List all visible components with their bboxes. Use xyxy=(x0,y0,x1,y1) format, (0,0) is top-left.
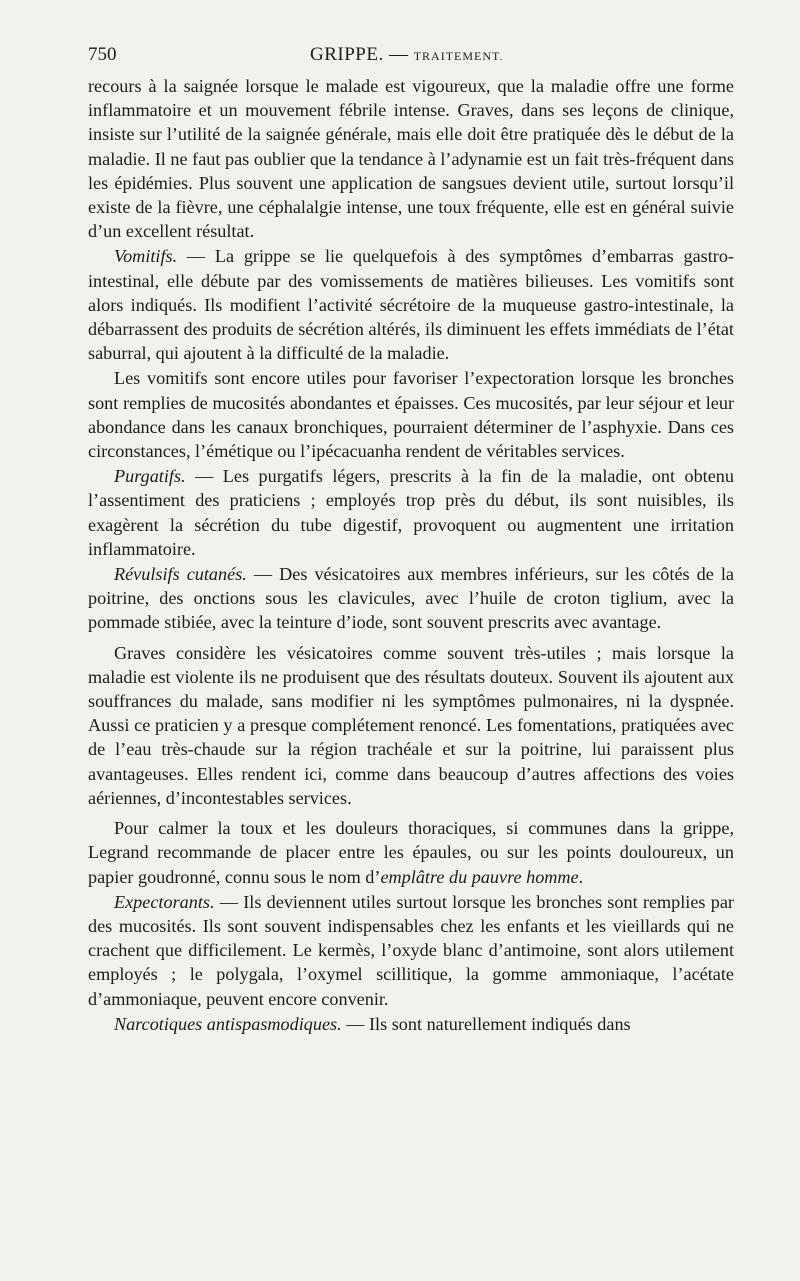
book-page xyxy=(88,40,734,1036)
paragraph-narcotiques xyxy=(88,1012,734,1036)
paragraph-vomitifs-expectoration xyxy=(88,366,734,463)
paragraph-text: Graves considère les vésicatoires comme souvent très-utiles ; mais lorsque la maladie est violente ils ne produisent que des résultats douteux. Souvent ils ajoutent aux souffrances du malade, sans modifier ni les symptômes pulmonaires, ni la dyspnée. Aussi ce praticien y a presque complétement renoncé. Les fomentations, pratiquées avec de l’eau très-chaude sur la région trachéale et sur la poitrine, lui paraissent plus avantageuses. Elles rendent ici, comme dans beaucoup d’autres affections des voies aériennes, d’incontestables services. xyxy=(88,642,734,808)
paragraph-text: — Des vésicatoires aux membres inférieurs, sur les côtés de la poitrine, des onctions sous les clavicules, avec l’huile de croton tiglium, avec la pommade stibiée, avec la teinture d’iode, sont souvent prescrits avec avantage. xyxy=(88,564,734,633)
paragraph-text: — Ils sont naturellement indiqués dans xyxy=(341,1013,631,1034)
section-heading-narcotiques: Narcotiques antispasmodiques. xyxy=(114,1013,342,1034)
page-body xyxy=(88,74,734,1036)
paragraph-text: — Les purgatifs légers, prescrits à la fin de la maladie, ont obtenu l’assentiment des praticiens ; employés trop près du début, ils sont nuisibles, ils exagèrent la sécrétion du tube digestif, provoquent ou augmentent une irritation inflammatoire. xyxy=(88,466,734,559)
paragraph-revulsifs xyxy=(88,562,734,635)
section-heading-purgatifs: Purgatifs. xyxy=(114,466,186,487)
paragraph-bloodletting xyxy=(88,74,734,243)
paragraph-legrand xyxy=(88,816,734,889)
paragraph-text: — La grippe se lie quelquefois à des symptômes d’embarras gastro-intestinal, elle débute par des vomissements de matières bilieuses. Les vomitifs sont alors indiqués. Ils modifient l’activité sécrétoire de la muqueuse gastro-intestinale, la débarrassent des produits de sécrétion altérés, ils diminuent les effets immédiats de l’état saburral, qui ajoutent à la difficulté de la maladie. xyxy=(88,246,734,364)
page-number: 750 xyxy=(88,44,117,65)
paragraph-vomitifs xyxy=(88,244,734,365)
emplatre-term: emplâtre du pauvre homme xyxy=(380,866,579,887)
running-title xyxy=(310,44,503,66)
section-heading-revulsifs: Révulsifs cutanés. xyxy=(114,564,247,585)
running-title-main: GRIPPE. — xyxy=(310,44,409,65)
section-heading-expectorants: Expectorants. xyxy=(114,891,215,912)
paragraph-graves-vesicatoires xyxy=(88,641,734,810)
paragraph-text: recours à la saignée lorsque le malade est vigoureux, que la maladie offre une forme inflammatoire et un mouvement fébrile intense. Graves, dans ses leçons de clinique, insiste sur l’utilité de la saignée générale, mais elle doit être pratiquée dès le début de la maladie. Il ne faut pas oublier que la tendance à l’adynamie est un fait très-fréquent dans les épidémies. Plus souvent une application de sangsues devient utile, surtout lorsqu’il existe de la fièvre, une céphalalgie intense, une toux fréquente, elle est en général suivie d’un excellent résultat. xyxy=(88,76,734,242)
running-title-sub: TRAITEMENT. xyxy=(413,49,504,63)
page-header xyxy=(88,40,734,74)
section-heading-vomitifs: Vomitifs. xyxy=(114,246,178,267)
paragraph-text: — Ils deviennent utiles surtout lorsque les bronches sont remplies par des mucosités. Ils sont souvent indispensables chez les enfants et les vieillards qui ne crachent que difficilement. Le kermès, l’oxyde blanc d’antimoine, sont alors utilement employés ; le polygala, l’oxymel scillitique, la gomme ammoniaque, l’acétate d’ammoniaque, peuvent encore convenir. xyxy=(88,891,734,1009)
paragraph-tail: . xyxy=(578,866,584,887)
paragraph-text: Pour calmer la toux et les douleurs thoraciques, si communes dans la grippe, Legrand recommande de placer entre les épaules, ou sur les points douloureux, un papier goudronné, connu sous le nom d’ xyxy=(88,818,734,887)
paragraph-expectorants xyxy=(88,890,734,1011)
paragraph-text: Les vomitifs sont encore utiles pour favoriser l’expectoration lorsque les bronches sont remplies de mucosités abondantes et épaisses. Ces mucosités, par leur séjour et leur abondance dans les canaux bronchiques, pourraient déterminer de l’asphyxie. Dans ces circonstances, l’émétique ou l’ipécacuanha rendent de véritables services. xyxy=(88,368,734,462)
paragraph-purgatifs xyxy=(88,464,734,561)
